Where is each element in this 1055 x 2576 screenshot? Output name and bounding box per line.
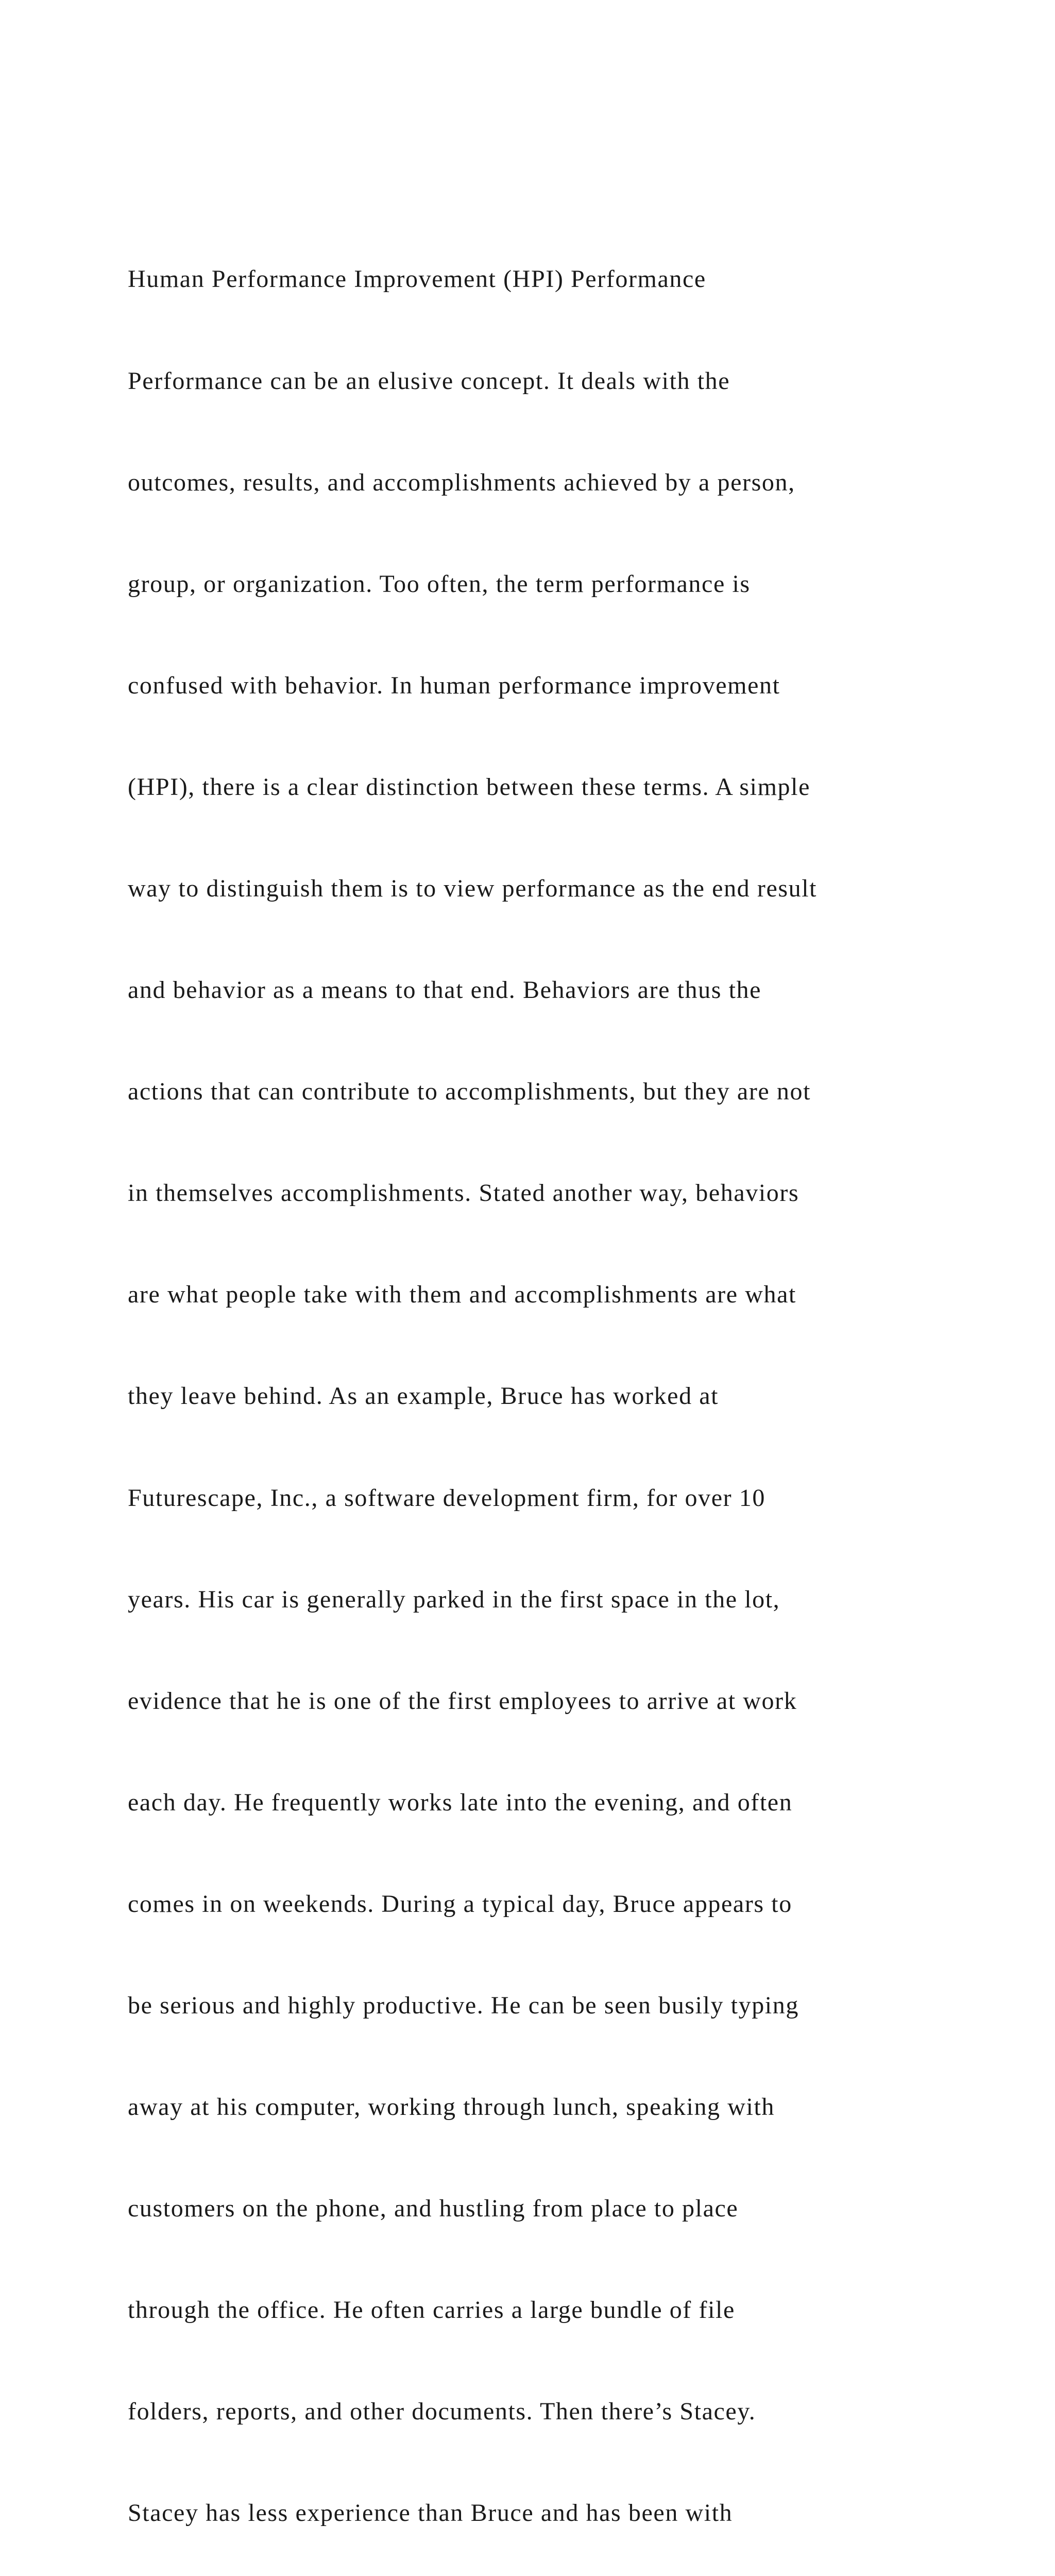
text-line: folders, reports, and other documents. Then there’s Stacey. [128, 2398, 756, 2426]
text-line: customers on the phone, and hustling from place to place [128, 2195, 739, 2223]
text-line: evidence that he is one of the first employees to arrive at work [128, 1687, 797, 1715]
text-line: in themselves accomplishments. Stated another way, behaviors [128, 1179, 799, 1207]
text-line: away at his computer, working through lunch, speaking with [128, 2093, 775, 2121]
text-line: they leave behind. As an example, Bruce has worked at [128, 1382, 719, 1410]
text-line: actions that can contribute to accomplishments, but they are not [128, 1078, 811, 1106]
text-line: (HPI), there is a clear distinction between these terms. A simple [128, 773, 810, 801]
text-line: Futurescape, Inc., a software development firm, for over 10 [128, 1484, 765, 1512]
text-line: each day. He frequently works late into the evening, and often [128, 1788, 793, 1816]
text-line: Performance can be an elusive concept. It deals with the [128, 367, 730, 395]
text-line: Stacey has less experience than Bruce and has been with [128, 2499, 733, 2527]
text-line: outcomes, results, and accomplishments achieved by a person, [128, 468, 795, 496]
text-line: years. His car is generally parked in the first space in the lot, [128, 1585, 780, 1613]
text-line: Human Performance Improvement (HPI) Performance [128, 265, 706, 293]
text-line: and behavior as a means to that end. Behaviors are thus the [128, 976, 762, 1004]
text-line: are what people take with them and accomplishments are what [128, 1281, 796, 1309]
text-line: be serious and highly productive. He can be seen busily typing [128, 1992, 799, 2019]
text-line: group, or organization. Too often, the term performance is [128, 570, 751, 598]
body-text [128, 195, 962, 2576]
text-line: comes in on weekends. During a typical day, Bruce appears to [128, 1890, 792, 1918]
text-line: way to distinguish them is to view performance as the end result [128, 874, 818, 902]
text-line: confused with behavior. In human performance improvement [128, 671, 780, 699]
text-line: through the office. He often carries a large bundle of file [128, 2296, 735, 2324]
